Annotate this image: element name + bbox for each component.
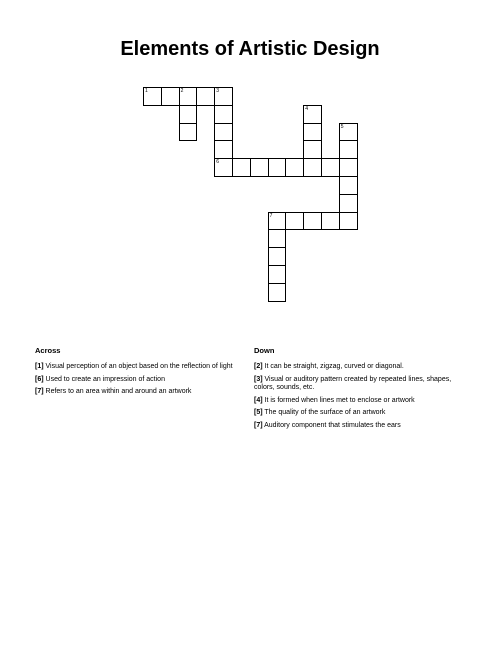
down-clues — [254, 346, 469, 434]
clue-text: Auditory component that stimulates the ears — [262, 421, 401, 429]
grid-cell[interactable] — [285, 158, 304, 177]
clue-number: [4] — [254, 396, 263, 404]
clue-number: [7] — [254, 421, 263, 429]
down-clue — [254, 363, 469, 372]
clue-text: Used to create an impression of action — [43, 375, 165, 383]
down-clue — [254, 409, 469, 418]
grid-cell[interactable] — [214, 123, 233, 142]
grid-cell[interactable] — [339, 176, 358, 195]
across-clue — [35, 363, 250, 372]
clue-text: It is formed when lines met to enclose or artwork — [262, 396, 415, 404]
grid-cell[interactable] — [268, 265, 287, 284]
grid-cell[interactable] — [321, 212, 340, 231]
grid-cell[interactable] — [196, 87, 215, 106]
clue-text: Visual or auditory pattern created by repeated lines, shapes, colors, sounds, etc. — [254, 375, 452, 391]
grid-cell[interactable] — [339, 212, 358, 231]
clue-number: [6] — [35, 375, 44, 383]
grid-cell[interactable] — [161, 87, 180, 106]
across-heading: Across — [35, 346, 61, 355]
grid-cell[interactable] — [321, 158, 340, 177]
crossword-grid — [143, 87, 363, 317]
grid-cell[interactable] — [303, 123, 322, 142]
down-clue — [254, 422, 469, 431]
grid-cell[interactable] — [268, 212, 287, 231]
grid-cell[interactable] — [339, 158, 358, 177]
grid-cell[interactable] — [214, 105, 233, 124]
grid-cell[interactable] — [285, 212, 304, 231]
grid-cell[interactable] — [268, 283, 287, 302]
grid-cell[interactable] — [214, 158, 233, 177]
across-clue — [35, 376, 250, 385]
grid-cell[interactable] — [179, 105, 198, 124]
grid-cell[interactable] — [303, 105, 322, 124]
grid-cell[interactable] — [179, 87, 198, 106]
grid-cell[interactable] — [303, 140, 322, 159]
down-clue — [254, 397, 469, 406]
grid-cell[interactable] — [268, 247, 287, 266]
across-clues — [35, 346, 250, 401]
clue-text: Visual perception of an object based on the reflection of light — [43, 363, 233, 370]
grid-cell[interactable] — [143, 87, 162, 106]
down-heading: Down — [254, 346, 275, 355]
cell-number: 5 — [340, 123, 344, 130]
grid-cell[interactable] — [339, 123, 358, 142]
cell-number: 4 — [305, 105, 308, 112]
clue-number: [1] — [35, 363, 44, 370]
across-clue — [35, 388, 250, 397]
grid-cell[interactable] — [303, 158, 322, 177]
cell-number: 7 — [269, 212, 273, 219]
cell-number: 2 — [180, 88, 184, 94]
grid-cell[interactable] — [339, 140, 358, 159]
cell-number: 1 — [145, 88, 148, 94]
cell-number: 3 — [216, 88, 219, 94]
grid-cell[interactable] — [268, 229, 287, 248]
grid-cell[interactable] — [268, 158, 287, 177]
page-title: Elements of Artistic Design — [120, 38, 380, 60]
grid-cell[interactable] — [214, 87, 233, 106]
clue-number: [3] — [254, 375, 263, 383]
down-clue — [254, 376, 469, 393]
grid-cell[interactable] — [303, 212, 322, 231]
grid-cell[interactable] — [232, 158, 251, 177]
grid-cell[interactable] — [179, 123, 198, 142]
clue-text: Refers to an area within and around an artwork — [43, 388, 192, 395]
clue-text: It can be straight, zigzag, curved or diagonal. — [262, 363, 404, 370]
clue-number: [7] — [35, 388, 44, 395]
cell-number: 6 — [216, 159, 219, 166]
grid-cell[interactable] — [339, 194, 358, 213]
grid-cell[interactable] — [250, 158, 269, 177]
clue-number: [5] — [254, 409, 263, 416]
clue-number: [2] — [254, 363, 263, 370]
grid-cell[interactable] — [214, 140, 233, 159]
clue-text: The quality of the surface of an artwork — [262, 409, 386, 416]
